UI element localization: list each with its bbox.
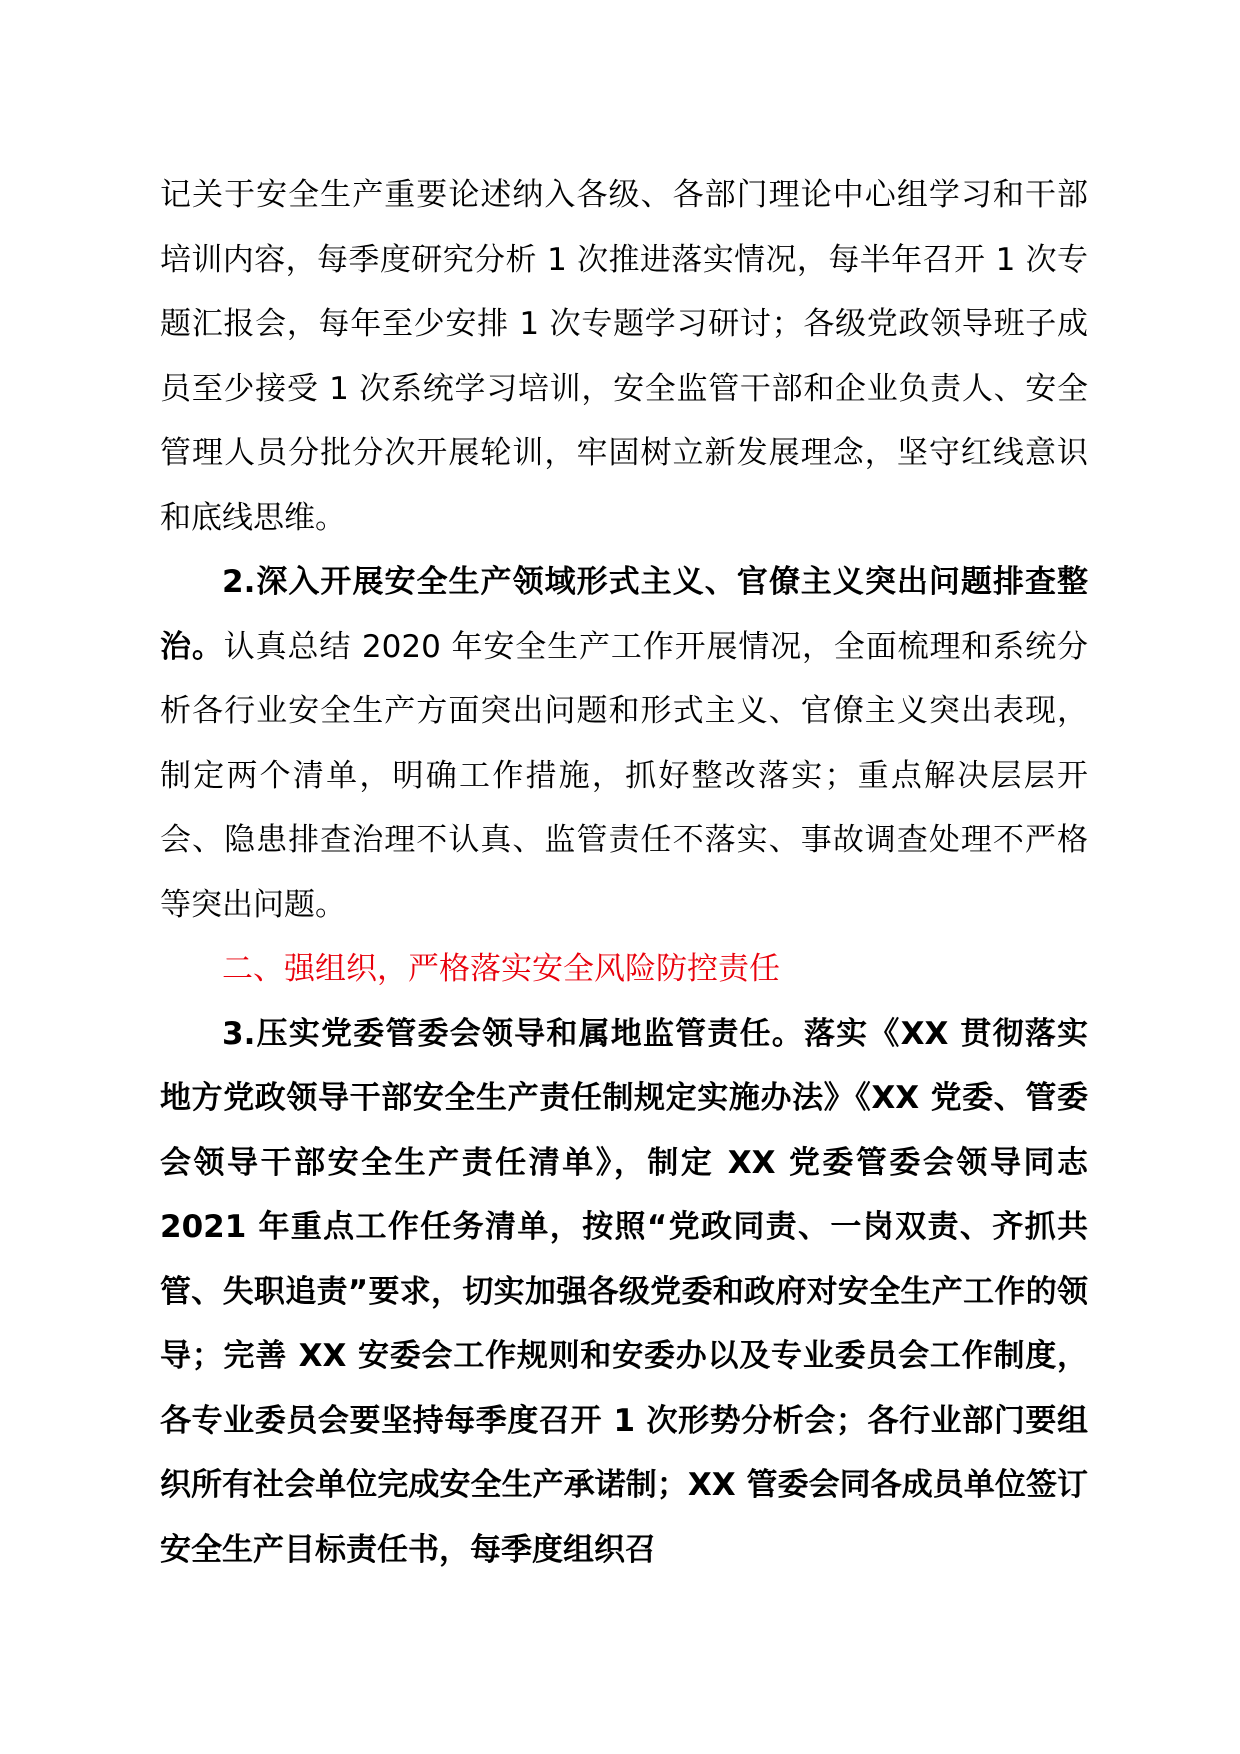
item-2-body: 认真总结 2020 年安全生产工作开展情况，全面梳理和系统分析各行业安全生产方面突出问题和形式主义、官僚主义突出表现，制定两个清单，明确工作措施，抓好整改落实；重点解决层层开会、隐患排查治理不认真、监管责任不落实、事故调查处理不严格等突出问题。: [160, 628, 1088, 923]
item-2-title: 2.深入开展安全生产领域形式主义、官僚主义突出问题排查整治。: [160, 564, 1088, 665]
paragraph-item-2: [160, 550, 1088, 937]
section-heading-2: 二、强组织，严格落实安全风险防控责任: [222, 951, 780, 987]
document-page: [160, 163, 1088, 1582]
paragraph-item-3: 3.压实党委管委会领导和属地监管责任。落实《XX 贯彻落实地方党政领导干部安全生产责任制规定实施办法》《XX 党委、管委会领导干部安全生产责任清单》，制定 XX 党委管委会领导同志 2021 年重点工作任务清单，按照“党政同责、一岗双责、齐抓共管、失职追责”要求，切实加强各级党委和政府对安全生产工作的领导；完善 XX 安委会工作规则和安委办以及专业委员会工作制度，各专业委员会要坚持每季度召开 1 次形势分析会；各行业部门要组织所有社会单位完成安全生产承诺制；XX 管委会同各成员单位签订安全生产目标责任书，每季度组织召: [160, 1015, 1088, 1568]
paragraph-study-training: 记关于安全生产重要论述纳入各级、各部门理论中心组学习和干部培训内容，每季度研究分析 1 次推进落实情况，每半年召开 1 次专题汇报会，每年至少安排 1 次专题学习研讨；各级党政领导班子成员至少接受 1 次系统学习培训，安全监管干部和企业负责人、安全管理人员分批分次开展轮训，牢固树立新发展理念，坚守红线意识和底线思维。: [160, 177, 1089, 536]
